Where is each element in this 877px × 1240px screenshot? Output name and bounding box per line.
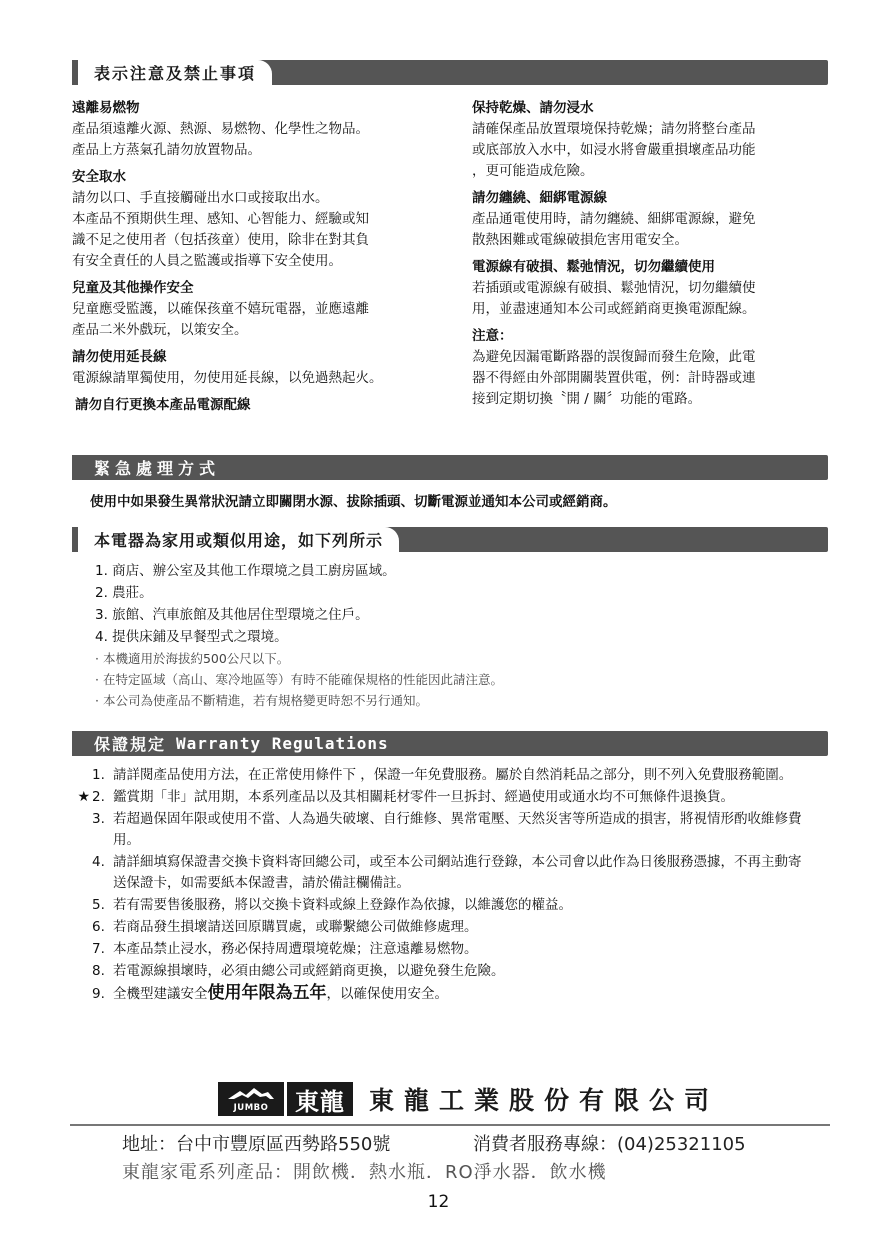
item-number: 3. (92, 811, 105, 827)
list-item: 1. 商店、辦公室及其他工作環境之員工廚房區域。 (95, 563, 396, 579)
list-item: 3. 旅館、汽車旅館及其他居住型環境之住戶。 (95, 607, 369, 623)
warranty-item (70, 917, 830, 938)
warranty-item (70, 787, 830, 808)
caution-right-column (472, 97, 842, 410)
caution-text: 產品須遠離火源、熱源、易燃物、化學性之物品。 產品上方蒸氣孔請勿放置物品。 (72, 121, 369, 158)
emergency-section-bar (72, 455, 828, 480)
star-icon: ★ (77, 789, 90, 805)
warranty-item (70, 961, 830, 982)
caution-text: 兒童應受監護，以確保孩童不嬉玩電器，並應遠離 產品二米外戲玩，以策安全。 (72, 301, 369, 338)
caution-heading: 電源線有破損、鬆弛情況，切勿繼續使用 (472, 259, 715, 275)
caution-text: 請勿以口、手直接觸碰出水口或接取出水。 本產品不預期供生理、感知、心智能力、經驗或知 識不足之使用者（包括孩童）使用，除非在對其負 有安全責任的人員之監護或指導下安全使用。 (72, 190, 369, 269)
logo-jumbo-text: JUMBO (233, 1103, 269, 1113)
uses-list (95, 560, 503, 711)
item-text: 若有需要售後服務，將以交換卡資料或線上登錄作為依據，以維護您的權益。 (113, 897, 572, 913)
caution-text: 產品通電使用時，請勿纏繞、細綁電源線，避免 散熱困難或電線破損危害用電安全。 (472, 211, 756, 248)
item-text (113, 983, 830, 1005)
item-number: 9. (92, 986, 105, 1002)
star-icon (70, 961, 92, 982)
item-number: 5. (92, 897, 105, 913)
note-item: · 本公司為使產品不斷精進，若有規格變更時恕不另行通知。 (95, 693, 428, 708)
company-name: 東龍工業股份有限公司 (369, 1086, 720, 1115)
item-text: 請詳閱產品使用方法，在正常使用條件下 ，保證一年免費服務。屬於自然消耗品之部分，則不列入免費服務範圍。 (113, 767, 793, 783)
uses-section-title: 本電器為家用或類似用途，如下列所示 (94, 531, 384, 550)
caution-heading: 注意： (472, 328, 513, 344)
page-number: 12 (427, 1192, 450, 1212)
list-item: 2. 農莊。 (95, 585, 153, 601)
warranty-section-bar (72, 731, 828, 756)
caution-heading: 請勿自行更換本產品電源配線 (75, 397, 251, 413)
product-line: 東龍家電系列產品：開飲機．熱水瓶．RO淨水器．飲水機 (122, 1162, 607, 1183)
item-text: 本產品禁止浸水，務必保持周遭環境乾燥；注意遠離易燃物。 (113, 941, 478, 957)
item-text: 若電源線損壞時，必須由總公司或經銷商更換，以避免發生危險。 (113, 963, 505, 979)
caution-heading: 兒童及其他操作安全 (72, 280, 194, 296)
caution-heading: 遠離易燃物 (72, 100, 140, 116)
warranty-item (70, 852, 830, 894)
item-text: 請詳細填寫保證書交換卡資料寄回總公司，或至本公司網站進行登錄，本公司會以此作為日後服務憑據，不再主動寄送保證卡，如需要紙本保證書，請於備註欄備註。 (113, 854, 802, 891)
warranty-title-cn: 保證規定 (94, 735, 167, 754)
uses-section-tab (72, 527, 399, 552)
service-hotline: 消費者服務專線：(04)25321105 (473, 1134, 746, 1155)
warranty-item (70, 895, 830, 916)
item-number: 8. (92, 963, 105, 979)
warranty-item (70, 983, 830, 1005)
caution-section-bar (72, 60, 828, 85)
warranty-list (70, 765, 830, 1006)
list-item: 4. 提供床鋪及早餐型式之環境。 (95, 629, 288, 645)
jumbo-logo-icon (218, 1082, 284, 1116)
caution-left-column (72, 97, 442, 416)
warranty-title-en: Warranty Regulations (176, 734, 389, 753)
caution-heading: 保持乾燥、請勿浸水 (472, 100, 594, 116)
warranty-item (70, 809, 830, 851)
item-number: 4. (92, 854, 105, 870)
warranty-item (70, 939, 830, 960)
emergency-section-title: 緊急處理方式 (72, 455, 220, 480)
star-icon (70, 917, 92, 938)
caution-text: 為避免因漏電斷路器的誤復歸而發生危險，此電 器不得經由外部開關裝置供電，例：計時器或連 接到定期切換〝開 / 關〞功能的電路。 (472, 349, 756, 407)
star-icon (70, 939, 92, 960)
item-text-pre: 全機型建議安全 (113, 986, 208, 1002)
emergency-text: 使用中如果發生異常狀況請立即關閉水源、拔除插頭、切斷電源並通知本公司或經銷商。 (90, 494, 617, 510)
brand-name: 東龍 (287, 1082, 353, 1116)
caution-text: 請確保產品放置環境保持乾燥；請勿將整台產品 或底部放入水中，如浸水將會嚴重損壞產品功能 ，更可能造成危險。 (472, 121, 756, 179)
item-number: 6. (92, 919, 105, 935)
company-address: 地址：台中市豐原區西勢路550號 (122, 1134, 391, 1155)
caution-text: 若插頭或電源線有破損、鬆弛情況，切勿繼續使 用，並盡速通知本公司或經銷商更換電源配線。 (472, 280, 756, 317)
warranty-section-heading (72, 731, 389, 756)
star-icon (70, 852, 92, 894)
item-text: 若超過保固年限或使用不當、人為過失破壞、自行維修、異常電壓、天然災害等所造成的損害，將視情形酌收維修費用。 (113, 811, 802, 848)
company-logo (218, 1080, 719, 1118)
uses-section-bar (72, 527, 828, 552)
note-item: · 在特定區域（高山、寒冷地區等）有時不能確保規格的性能因此請注意。 (95, 672, 503, 687)
star-icon (70, 895, 92, 916)
star-icon (70, 765, 92, 786)
star-icon (70, 809, 92, 851)
item-text-post: ，以確保使用安全。 (326, 986, 448, 1002)
caution-section-title: 表示注意及禁止事項 (94, 64, 257, 83)
warranty-item (70, 765, 830, 786)
item-text: 鑑賞期「非」試用期，本系列產品以及其相關耗材零件一旦拆封、經過使用或通水均不可無條件退換貨。 (113, 789, 734, 805)
item-number: 2. (92, 789, 105, 805)
caution-section-tab (72, 60, 272, 85)
item-text-emphasis: 使用年限為五年 (207, 983, 327, 1003)
item-number: 1. (92, 767, 105, 783)
caution-heading: 請勿使用延長線 (72, 349, 167, 365)
footer-divider (70, 1124, 830, 1126)
caution-heading: 安全取水 (72, 169, 126, 185)
caution-heading: 請勿纏繞、細綁電源線 (472, 190, 607, 206)
item-number: 7. (92, 941, 105, 957)
caution-text: 電源線請單獨使用，勿使用延長線，以免過熱起火。 (72, 370, 383, 386)
item-text: 若商品發生損壞請送回原購買處，或聯繫總公司做維修處理。 (113, 919, 478, 935)
note-item: · 本機適用於海拔約500公尺以下。 (95, 651, 290, 666)
